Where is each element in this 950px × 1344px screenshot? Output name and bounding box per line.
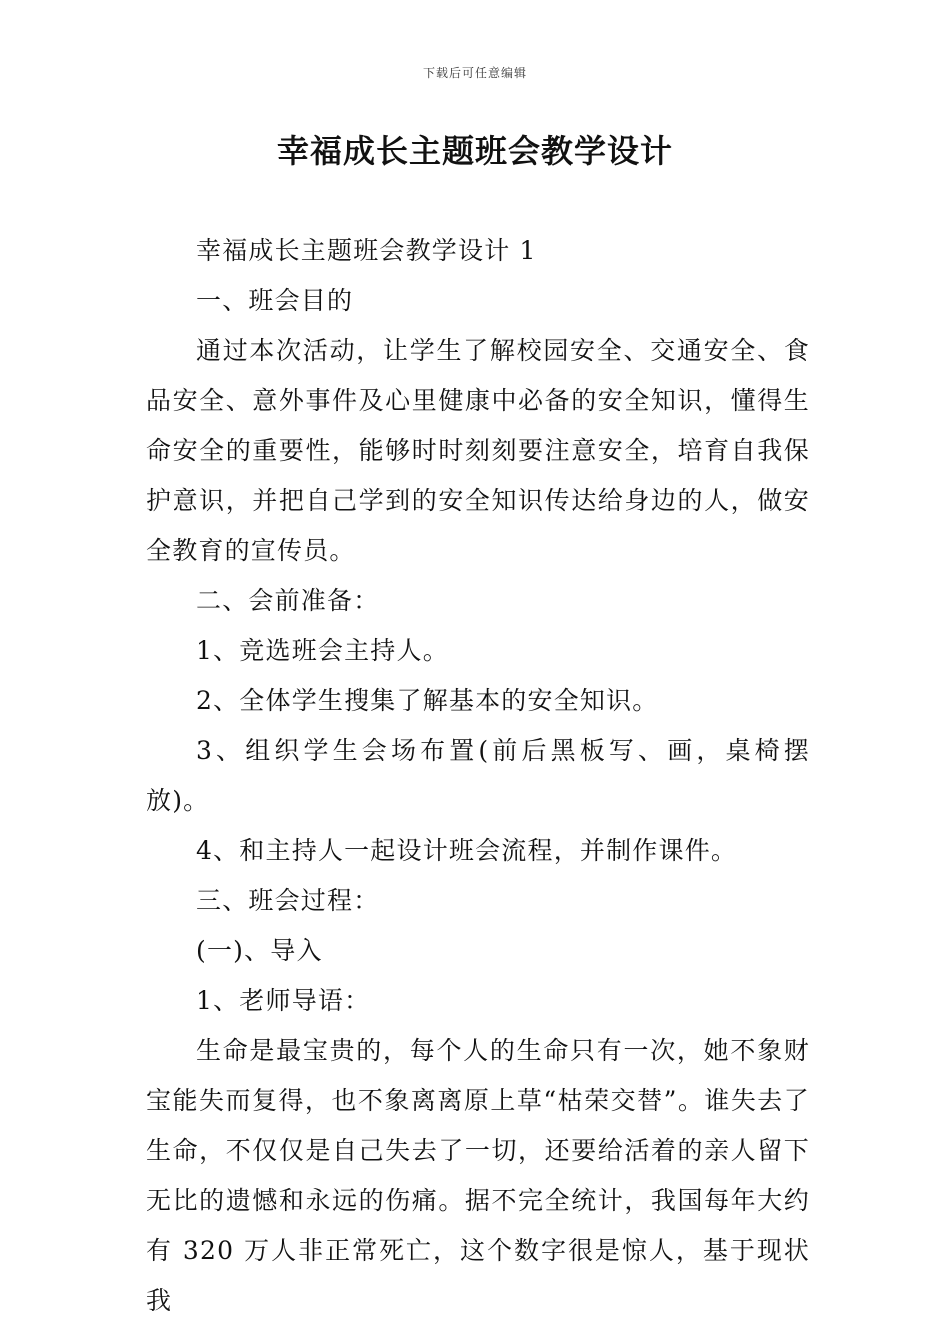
list-item: 4、和主持人一起设计班会流程，并制作课件。 — [196, 836, 738, 865]
document-body — [146, 226, 810, 1326]
list-item: 1、竞选班会主持人。 — [196, 636, 449, 665]
body-paragraph: 生命是最宝贵的，每个人的生命只有一次，她不象财宝能失而复得，也不象离离原上草“枯荣交替”。谁失去了生命，不仅仅是自己失去了一切，还要给活着的亲人留下无比的遗憾和永远的伤痛。据不完全统计，我国每年大约有 320 万人非正常死亡，这个数字很是惊人，基于现状我 — [146, 1036, 810, 1315]
body-paragraph: 通过本次活动，让学生了解校园安全、交通安全、食品安全、意外事件及心里健康中必备的安全知识，懂得生命安全的重要性，能够时时刻刻要注意安全，培育自我保护意识，并把自己学到的安全知识传达给身边的人，做安全教育的宣传员。 — [146, 336, 810, 565]
subsection-heading: 1、老师导语： — [196, 986, 371, 1015]
header-note: 下载后可任意编辑 — [422, 66, 527, 80]
list-item: 2、全体学生搜集了解基本的安全知识。 — [196, 686, 659, 715]
section-heading: 二、会前准备： — [196, 586, 380, 615]
section-heading: 幸福成长主题班会教学设计 1 — [196, 236, 537, 265]
section-heading: 一、班会目的 — [196, 286, 354, 315]
subsection-heading: (一)、导入 — [196, 936, 323, 965]
section-heading: 三、班会过程： — [196, 886, 380, 915]
document-title: 幸福成长主题班会教学设计 — [276, 132, 673, 170]
list-item: 3、组织学生会场布置(前后黑板写、画，桌椅摆放)。 — [146, 736, 810, 815]
